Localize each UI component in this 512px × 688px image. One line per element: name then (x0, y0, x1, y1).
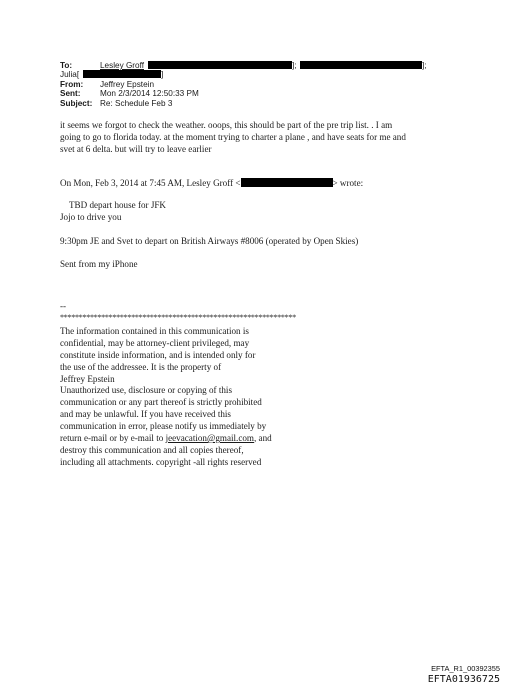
header-to-line2 (60, 70, 460, 79)
doc-id-secondary: EFTA01936725 (427, 674, 500, 685)
to-recipient-2-end: ] (161, 70, 164, 80)
quote-line: 9:30pm JE and Svet to depart on British Airways #8006 (operated by Open Skies) (60, 236, 359, 246)
signature-stars: *************************************************************** (60, 313, 296, 322)
redaction-box (83, 70, 164, 80)
disclaimer-line: Unauthorized use, disclosure or copying of this (60, 385, 232, 395)
redaction-box (148, 61, 292, 69)
from-value: Jeffrey Epstein (100, 79, 155, 89)
to-separator-1: ]; (292, 61, 297, 70)
disclaimer-line: the use of the addressee. It is the property of (60, 362, 222, 372)
email-header (60, 61, 460, 108)
email-line-after: , and (253, 433, 272, 443)
email-line-before: return e-mail or by e-mail to (60, 433, 166, 443)
quote-line: TBD depart house for JFK (69, 200, 166, 210)
disclaimer-email-line (60, 432, 272, 444)
signature-dashes: -- (60, 301, 67, 311)
reply-line: svet at 6 delta. but will try to leave earlier (60, 144, 212, 154)
quote-line: Sent from my iPhone (60, 259, 138, 269)
doc-id-primary: EFTA_R1_00392355 (431, 664, 500, 673)
from-label: From: (60, 79, 84, 89)
disclaimer-line: constitute inside information, and is intended only for (60, 350, 256, 360)
quote-intro-after: > wrote: (332, 178, 364, 188)
to-separator-2: ]; (422, 61, 427, 70)
header-sent-row (60, 89, 460, 98)
subject-value: Re: Schedule Feb 3 (100, 98, 173, 108)
reply-line: going to go to florida today. at the moment trying to charter a plane , and have seats for me and (60, 132, 406, 142)
quote-intro-before: On Mon, Feb 3, 2014 at 7:45 AM, Lesley Groff < (60, 178, 241, 188)
header-subject-row (60, 99, 460, 108)
sent-value: Mon 2/3/2014 12:50:33 PM (100, 89, 199, 99)
sent-label: Sent: (60, 89, 81, 99)
to-label: To: (60, 61, 73, 70)
disclaimer-line: communication in error, please notify us immediately by (60, 421, 267, 431)
reply-line: it seems we forgot to check the weather. ooops, this should be part of the pre trip list. . I am (60, 120, 393, 130)
disclaimer-line: The information contained in this communication is (60, 326, 249, 336)
disclaimer-line: Jeffrey Epstein (60, 374, 115, 384)
redaction-box (241, 178, 333, 187)
quote-line: Jojo to drive you (60, 212, 122, 222)
to-recipient-name: Lesley Groff (100, 61, 144, 70)
email-link[interactable]: jeevacation@gmail.com (165, 433, 254, 443)
disclaimer-line: communication or any part thereof is strictly prohibited (60, 397, 262, 407)
subject-label: Subject: (60, 98, 93, 108)
header-to-row (60, 61, 460, 70)
redaction-box (300, 61, 422, 69)
disclaimer-line: and may be unlawful. If you have received this (60, 409, 231, 419)
disclaimer-line: destroy this communication and all copies thereof, (60, 445, 244, 455)
disclaimer-line: including all attachments. copyright -all rights reserved (60, 457, 262, 467)
to-recipient-2: Julia[ (60, 70, 80, 80)
quote-intro (60, 177, 363, 189)
header-from-row (60, 80, 460, 89)
disclaimer-line: confidential, may be attorney-client privileged, may (60, 338, 250, 348)
